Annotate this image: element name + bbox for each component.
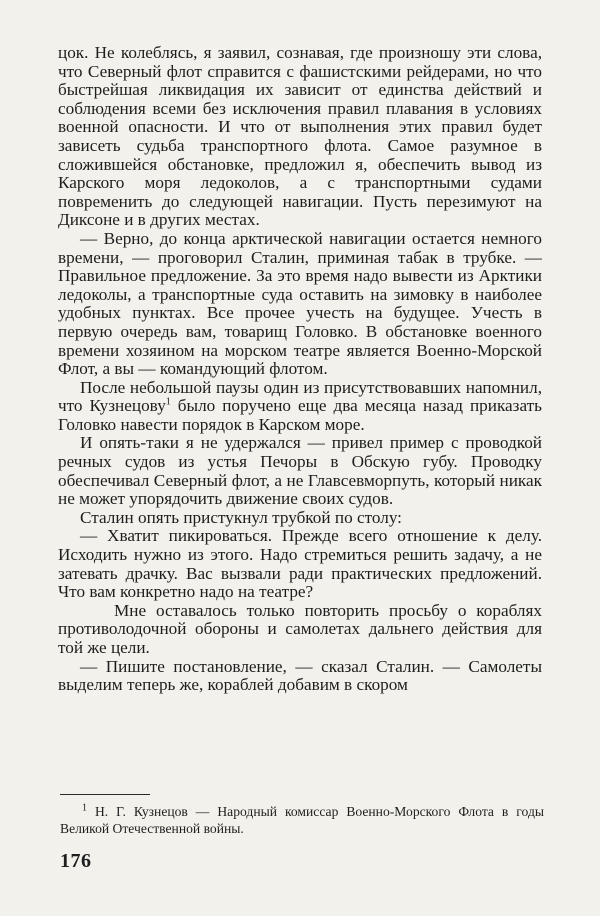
- page-number: 176: [60, 850, 92, 872]
- paragraph-8: — Пишите постановление, — сказал Сталин. — Самолеты выделим теперь же, кораблей добавим в скором: [58, 656, 542, 695]
- footnote-divider: [60, 794, 150, 795]
- paragraph-3-start: После небольшой паузы один из присутствовавших напомнил, что Кузнецову: [58, 377, 542, 416]
- footnote-text: Н. Г. Кузнецов — Народный комиссар Военно-Морского Флота в годы Великой Отечественной войны.: [60, 804, 544, 836]
- paragraph-1: цок. Не колеблясь, я заявил, сознавая, где произношу эти слова, что Северный флот справится с фашистскими рейдерами, но что быстрейшая ликвидация их зависит от единства действий и соблюдения всеми без исключения правил плавания в условиях военной опасности. И что от выполнения этих правил будет зависеть судьба транспортного флота. Самое разумное в сложившейся обстановке, предложил я, обеспечить вывод из Карского моря ледоколов, а с транспортными судами повременить до следующей навигации. Пусть перезимуют на Диксоне и в других местах.: [58, 43, 542, 230]
- paragraph-3: [58, 379, 542, 435]
- paragraph-4: И опять-таки я не удержался — привел пример с проводкой речных судов из устья Печоры в Обскую губу. Проводку обеспечивал Северный флот, а не Главсевморпуть, который никак не может упорядочить движение своих судов.: [58, 433, 542, 509]
- footnote-mark: 1: [82, 802, 87, 814]
- paragraph-2: — Верно, до конца арктической навигации остается немного времени, — проговорил Сталин, приминая табак в трубке. — Правильное предложение. За это время надо вывести из Арктики ледоколы, а транспортные суда оставить на зимовку в наиболее удобных пунктах. Все прочее учесть на будущее. Учесть в первую очередь вам, товарищ Головко. В обстановке военного времени хозяином на морском театре является Военно-Морской Флот, а вы — командующий флотом.: [58, 228, 542, 379]
- paragraph-7: Мне оставалось только повторить просьбу о кораблях противолодочной обороны и самолетах дальнего действия для той же цели.: [58, 600, 542, 657]
- paragraph-5: Сталин опять пристукнул трубкой по столу:: [80, 507, 402, 527]
- footnote: [60, 803, 544, 837]
- footnote-reference: 1: [165, 396, 171, 408]
- body-text: [58, 44, 542, 695]
- paragraph-3-end: было поручено еще два месяца назад приказать Головко навести порядок в Карском море.: [58, 396, 542, 434]
- paragraph-6: — Хватит пикироваться. Прежде всего отношение к делу. Исходить нужно из этого. Надо стремиться решить задачу, а не затевать драчку. Вас вызвали ради практических предложений. Что вам конкретно надо на театре?: [58, 526, 542, 602]
